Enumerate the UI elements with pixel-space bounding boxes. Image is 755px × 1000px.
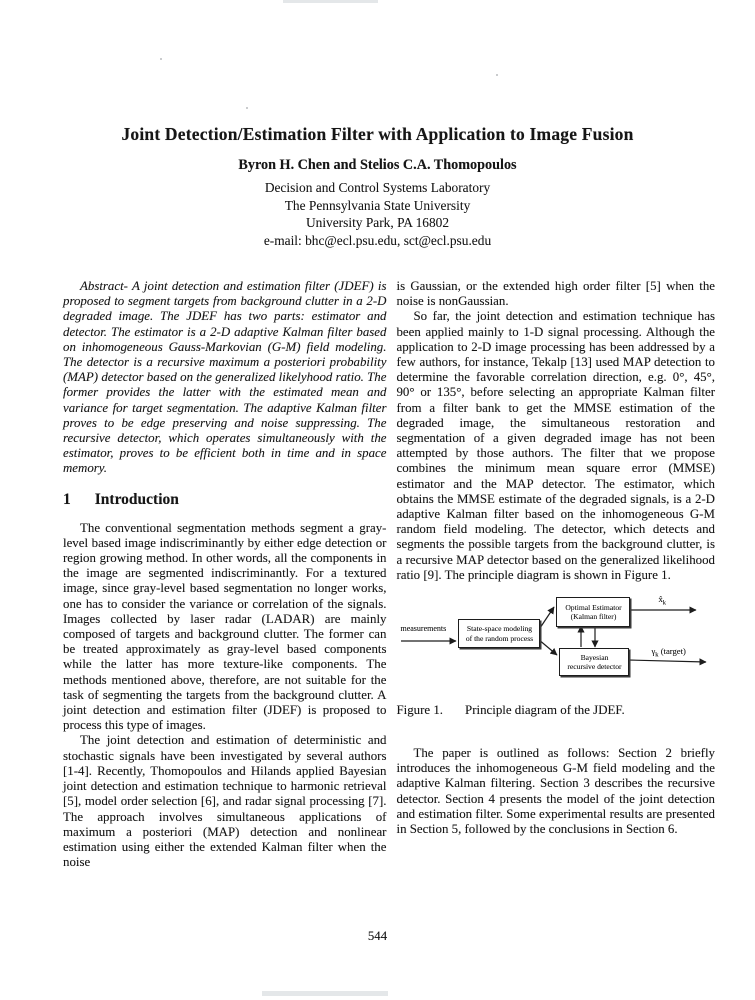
- intro-paragraph-2: The joint detection and estimation of deterministic and stochastic signals have been investigated by several authors [1-4]. Recently, Thomopoulos and Hilands applied Bayesian joint detection and estimation technique to harmonic retrieval [5], model order selection [6], and radar signal processing [7]. The approach involves simultaneous applications of maximum a posteriori (MAP) detection and nonlinear estimation using either the extended Kalman filter when the noise: [63, 733, 387, 870]
- figure-caption-label: Figure 1.: [396, 703, 444, 718]
- figure-box-optimal-estimator: [556, 597, 630, 627]
- affiliation-block: [0, 179, 755, 249]
- scan-speck: [246, 107, 248, 109]
- section-title: Introduction: [94, 490, 179, 508]
- scan-artifact-bottom: [262, 991, 388, 996]
- page-number: 544: [367, 929, 388, 943]
- figure-1-caption: [396, 703, 715, 718]
- two-column-body: [63, 279, 715, 870]
- figure-box-detector-line1: Bayesian: [580, 652, 609, 662]
- figure-output-estimate-label: [658, 595, 666, 608]
- intro-paragraph-1: The conventional segmentation methods segment a gray-level based image indiscriminantly by either edge detection or region growing method. In other words, all the components in the image are segmented indiscriminantly. For a textured image, since gray-level based segmentation no longer works, one has to consider the variance or correlation of the signals. Images collected by laser radar (LADAR) are mainly composed of targets and background clutter. The former can be treated approximately as gray-level based components while the latter has more texture-like components. The methods mentioned above, therefore, are not suitable for the task of segmenting the targets from the background clutter. A joint detection and estimation filter (JDEF) is proposed to process this type of images.: [63, 520, 387, 733]
- affiliation-line-email: e-mail: bhc@ecl.psu.edu, sct@ecl.psu.edu: [263, 232, 492, 248]
- figure-box-modeling-line1: State-space modeling: [466, 624, 533, 634]
- figure-box-estimator-line1: Optimal Estimator: [565, 602, 622, 612]
- affiliation-line-university: The Pennsylvania State University: [284, 197, 471, 213]
- target-symbol: γ: [651, 646, 656, 657]
- scan-speck: [496, 74, 498, 76]
- scan-speck: [160, 58, 162, 60]
- target-subscript: k: [655, 651, 659, 659]
- estimate-symbol: x̂: [658, 594, 663, 605]
- affiliation-line-lab: Decision and Control Systems Laboratory: [264, 180, 491, 195]
- figure-1-diagram: [396, 595, 715, 687]
- section-heading-introduction: [63, 491, 386, 509]
- right-paragraph-1: is Gaussian, or the extended high order filter [5] when the noise is nonGaussian.: [396, 279, 715, 309]
- figure-box-detector-line2: recursive detector: [567, 662, 622, 672]
- left-column: [63, 279, 386, 870]
- figure-box-state-space-modeling: [458, 619, 540, 648]
- paper-outline-paragraph: The paper is outlined as follows: Section 2 briefly introduces the inhomogeneous G-M field modeling and the adaptive Kalman filtering. Section 3 describes the recursive detector. Section 4 presents the model of the joint detection and estimation filter. Some experimental results are presented in Section 5, followed by the conclusions in Section 6.: [396, 746, 715, 837]
- figure-caption-text: Principle diagram of the JDEF.: [465, 703, 625, 718]
- right-column: [396, 279, 715, 870]
- abstract-paragraph: Abstract- A joint detection and estimation filter (JDEF) is proposed to segment targets from background clutter in a 2-D degraded image. The JDEF has two parts: estimator and detector. The estimator is a 2-D adaptive Kalman filter based on inhomogeneous Gauss-Markovian (G-M) field modeling. The detector is a recursive maximum a posteriori probability (MAP) detector based on the generalized likelyhood ratio. The former provides the latter with the estimated mean and variance for target segmentation. The adaptive Kalman filter proves to be edge preserving and noise suppressing. The recursive detector, which operates simultaneously with the estimator, proves to be efficient both in time and in space memory.: [63, 279, 387, 476]
- figure-output-target-label: [651, 647, 685, 660]
- estimate-subscript: k: [662, 599, 667, 607]
- figure-box-estimator-line2: (Kalman filter): [570, 612, 617, 622]
- affiliation-line-city: University Park, PA 16802: [305, 215, 450, 231]
- right-paragraph-2: So far, the joint detection and estimation technique has been applied mainly to 1-D signal processing. Although the application to 2-D image processing has been addressed by a few authors, for instance, Tekalp [13] used MAP detection to determine the favorable correlation direction, e.g. 0°, 45°, 90° or 135°, before selecting an appropriate Kalman filter from a filter bank to get the MMSE estimation of the degraded image, the simultaneous restoration and segmentation of a given degraded image has not been attempted by those authors. The filter that we propose combines the minimum mean square error (MMSE) estimator and the MAP detector. The estimator, which obtains the MMSE estimate of the degraded signals, is a 2-D adaptive Kalman filter based on the inhomogeneous G-M random field modeling. The detector, which detects and segments the possible targets from the background clutter, is a recursive MAP detector based on the generalized likelihood ratio [9]. The principle diagram is shown in Figure 1.: [396, 309, 715, 582]
- scan-artifact-top: [283, 0, 378, 3]
- authors-line: Byron H. Chen and Stelios C.A. Thomopoulos: [238, 157, 517, 173]
- figure-measurements-label: measurements: [400, 624, 447, 634]
- figure-box-modeling-line2: of the random process: [465, 633, 534, 643]
- figure-box-bayesian-detector: [559, 648, 629, 676]
- target-suffix: (target): [658, 646, 686, 657]
- paper-title: Joint Detection/Estimation Filter with Application to Image Fusion: [121, 123, 634, 144]
- section-number: 1: [63, 490, 71, 508]
